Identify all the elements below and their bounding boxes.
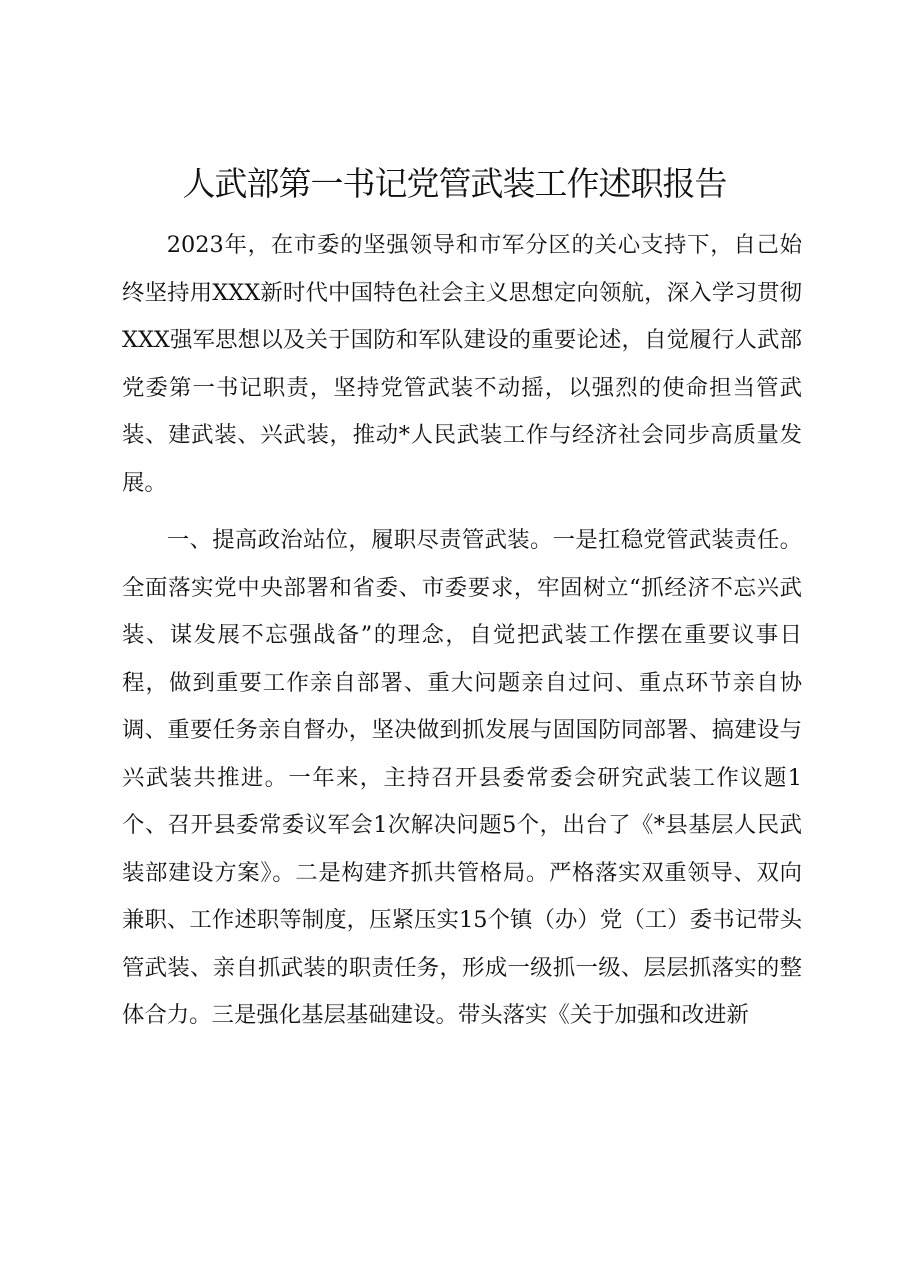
document-title: 人武部第一书记党管武装工作述职报告 <box>182 164 727 203</box>
paragraph-gap <box>122 507 802 517</box>
paragraph-section-one: 一、提高政治站位，履职尽责管武装。一是扛稳党管武装责任。全面落实党中央部署和省委、市委要求，牢固树立“抓经济不忘兴武装、谋发展不忘强战备”的理念，自觉把武装工作摆在重要议事日程，做到重要工作亲自部署、重大问题亲自过问、重点环节亲自协调、重要任务亲自督办，坚决做到抓发展与固国防同部署、搞建设与兴武装共推进。一年来，主持召开县委常委会研究武装工作议题1个、召开县委常委议军会1次解决问题5个，出台了《*县基层人民武装部建设方案》。二是构建齐抓共管格局。严格落实双重领导、双向兼职、工作述职等制度，压紧压实15个镇（办）党（工）委书记带头管武装、亲自抓武装的职责任务，形成一级抓一级、层层抓落实的整体合力。三是强化基层基础建设。带头落实《关于加强和改进新 <box>122 527 802 1028</box>
paragraph-intro: 2023年，在市委的坚强领导和市军分区的关心支持下，自己始终坚持用XXX新时代中国特色社会主义思想定向领航，深入学习贯彻XXX强军思想以及关于国防和军队建设的重要论述，自觉履行人武部党委第一书记职责，坚持党管武装不动摇，以强烈的使命担当管武装、建武装、兴武装，推动*人民武装工作与经济社会同步高质量发展。 <box>122 232 802 496</box>
document-body <box>122 222 802 1047</box>
